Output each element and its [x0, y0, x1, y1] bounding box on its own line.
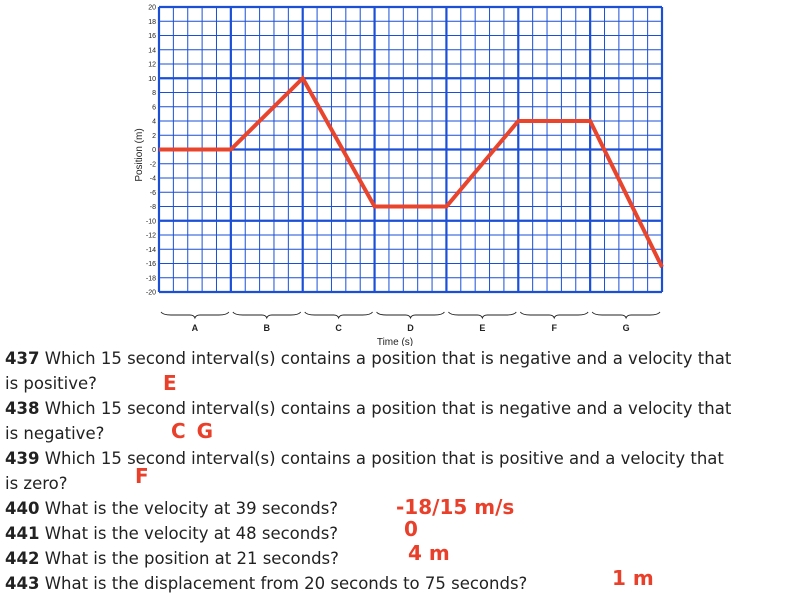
interval-label: F — [551, 323, 557, 333]
interval-label: B — [263, 323, 271, 333]
y-tick-label: -20 — [145, 289, 156, 297]
interval-brace — [520, 312, 588, 318]
question-text: What is the displacement from 20 seconds to 75 seconds? — [44, 574, 528, 593]
y-tick-label: -18 — [145, 275, 156, 283]
interval-labels — [192, 323, 630, 333]
answer-442: 4 m — [408, 541, 450, 565]
y-tick-label: 8 — [152, 90, 156, 97]
question-441 — [5, 517, 800, 546]
question-text-cont: is zero? — [5, 474, 68, 493]
interval-braces — [161, 312, 660, 318]
y-axis-label: Position (m) — [134, 128, 145, 182]
interval-brace — [448, 312, 516, 318]
interval-label: A — [191, 323, 199, 333]
interval-brace — [377, 312, 445, 318]
y-tick-label: -12 — [145, 232, 156, 240]
interval-brace — [592, 312, 660, 318]
y-tick-labels — [146, 5, 156, 297]
y-tick-label: -16 — [145, 261, 156, 268]
interval-brace — [161, 312, 229, 318]
question-443 — [5, 566, 800, 596]
answer-443: 1 m — [612, 566, 654, 590]
answer-440: -18/15 m/s — [396, 495, 515, 519]
y-tick-label: 20 — [148, 4, 156, 12]
y-tick-label: 4 — [152, 118, 156, 126]
interval-label: G — [622, 323, 630, 333]
question-number: 442 — [5, 549, 40, 568]
y-tick-label: 18 — [148, 18, 156, 26]
x-axis-label: Time (s) — [376, 337, 414, 346]
question-number: 439 — [5, 449, 40, 468]
question-439 — [5, 446, 800, 496]
question-number: 437 — [5, 349, 40, 368]
y-tick-label: -8 — [149, 204, 156, 211]
answer-438: C G — [171, 419, 216, 443]
interval-label: C — [335, 323, 342, 333]
question-438 — [5, 396, 800, 446]
question-text: Which 15 second interval(s) contains a position that is negative and a velocity that — [44, 349, 732, 368]
interval-label: D — [407, 323, 414, 333]
question-text: What is the velocity at 48 seconds? — [44, 524, 339, 543]
question-text: Which 15 second interval(s) contains a position that is positive and a velocity that — [44, 449, 724, 468]
question-442 — [5, 541, 800, 571]
y-tick-label: 2 — [152, 132, 156, 140]
question-text-cont: is negative? — [5, 424, 105, 443]
y-tick-label: -10 — [145, 218, 156, 226]
question-440 — [5, 496, 800, 521]
question-text: Which 15 second interval(s) contains a position that is negative and a velocity that — [44, 399, 732, 418]
y-tick-label: 6 — [152, 104, 156, 112]
question-list — [5, 346, 800, 596]
y-tick-label: 0 — [152, 147, 156, 154]
y-tick-label: 16 — [148, 33, 156, 40]
question-number: 443 — [5, 574, 40, 593]
question-437 — [5, 346, 800, 396]
y-tick-label: 12 — [148, 61, 156, 69]
y-tick-label: -14 — [145, 246, 156, 254]
y-tick-label: -6 — [149, 189, 156, 197]
y-tick-label: -2 — [149, 161, 156, 169]
answer-437: E — [163, 371, 177, 395]
interval-label: E — [479, 323, 486, 333]
question-text-cont: is positive? — [5, 374, 97, 393]
answer-439: F — [135, 464, 149, 488]
y-tick-label: 14 — [148, 47, 156, 55]
question-text: What is the position at 21 seconds? — [44, 549, 339, 568]
y-tick-label: 10 — [148, 75, 156, 83]
question-number: 441 — [5, 524, 40, 543]
question-number: 440 — [5, 499, 40, 518]
y-tick-label: -4 — [149, 175, 156, 183]
question-number: 438 — [5, 399, 40, 418]
question-text: What is the velocity at 39 seconds? — [44, 499, 339, 518]
interval-brace — [305, 312, 373, 318]
interval-brace — [233, 312, 301, 318]
answer-441: 0 — [404, 517, 418, 541]
